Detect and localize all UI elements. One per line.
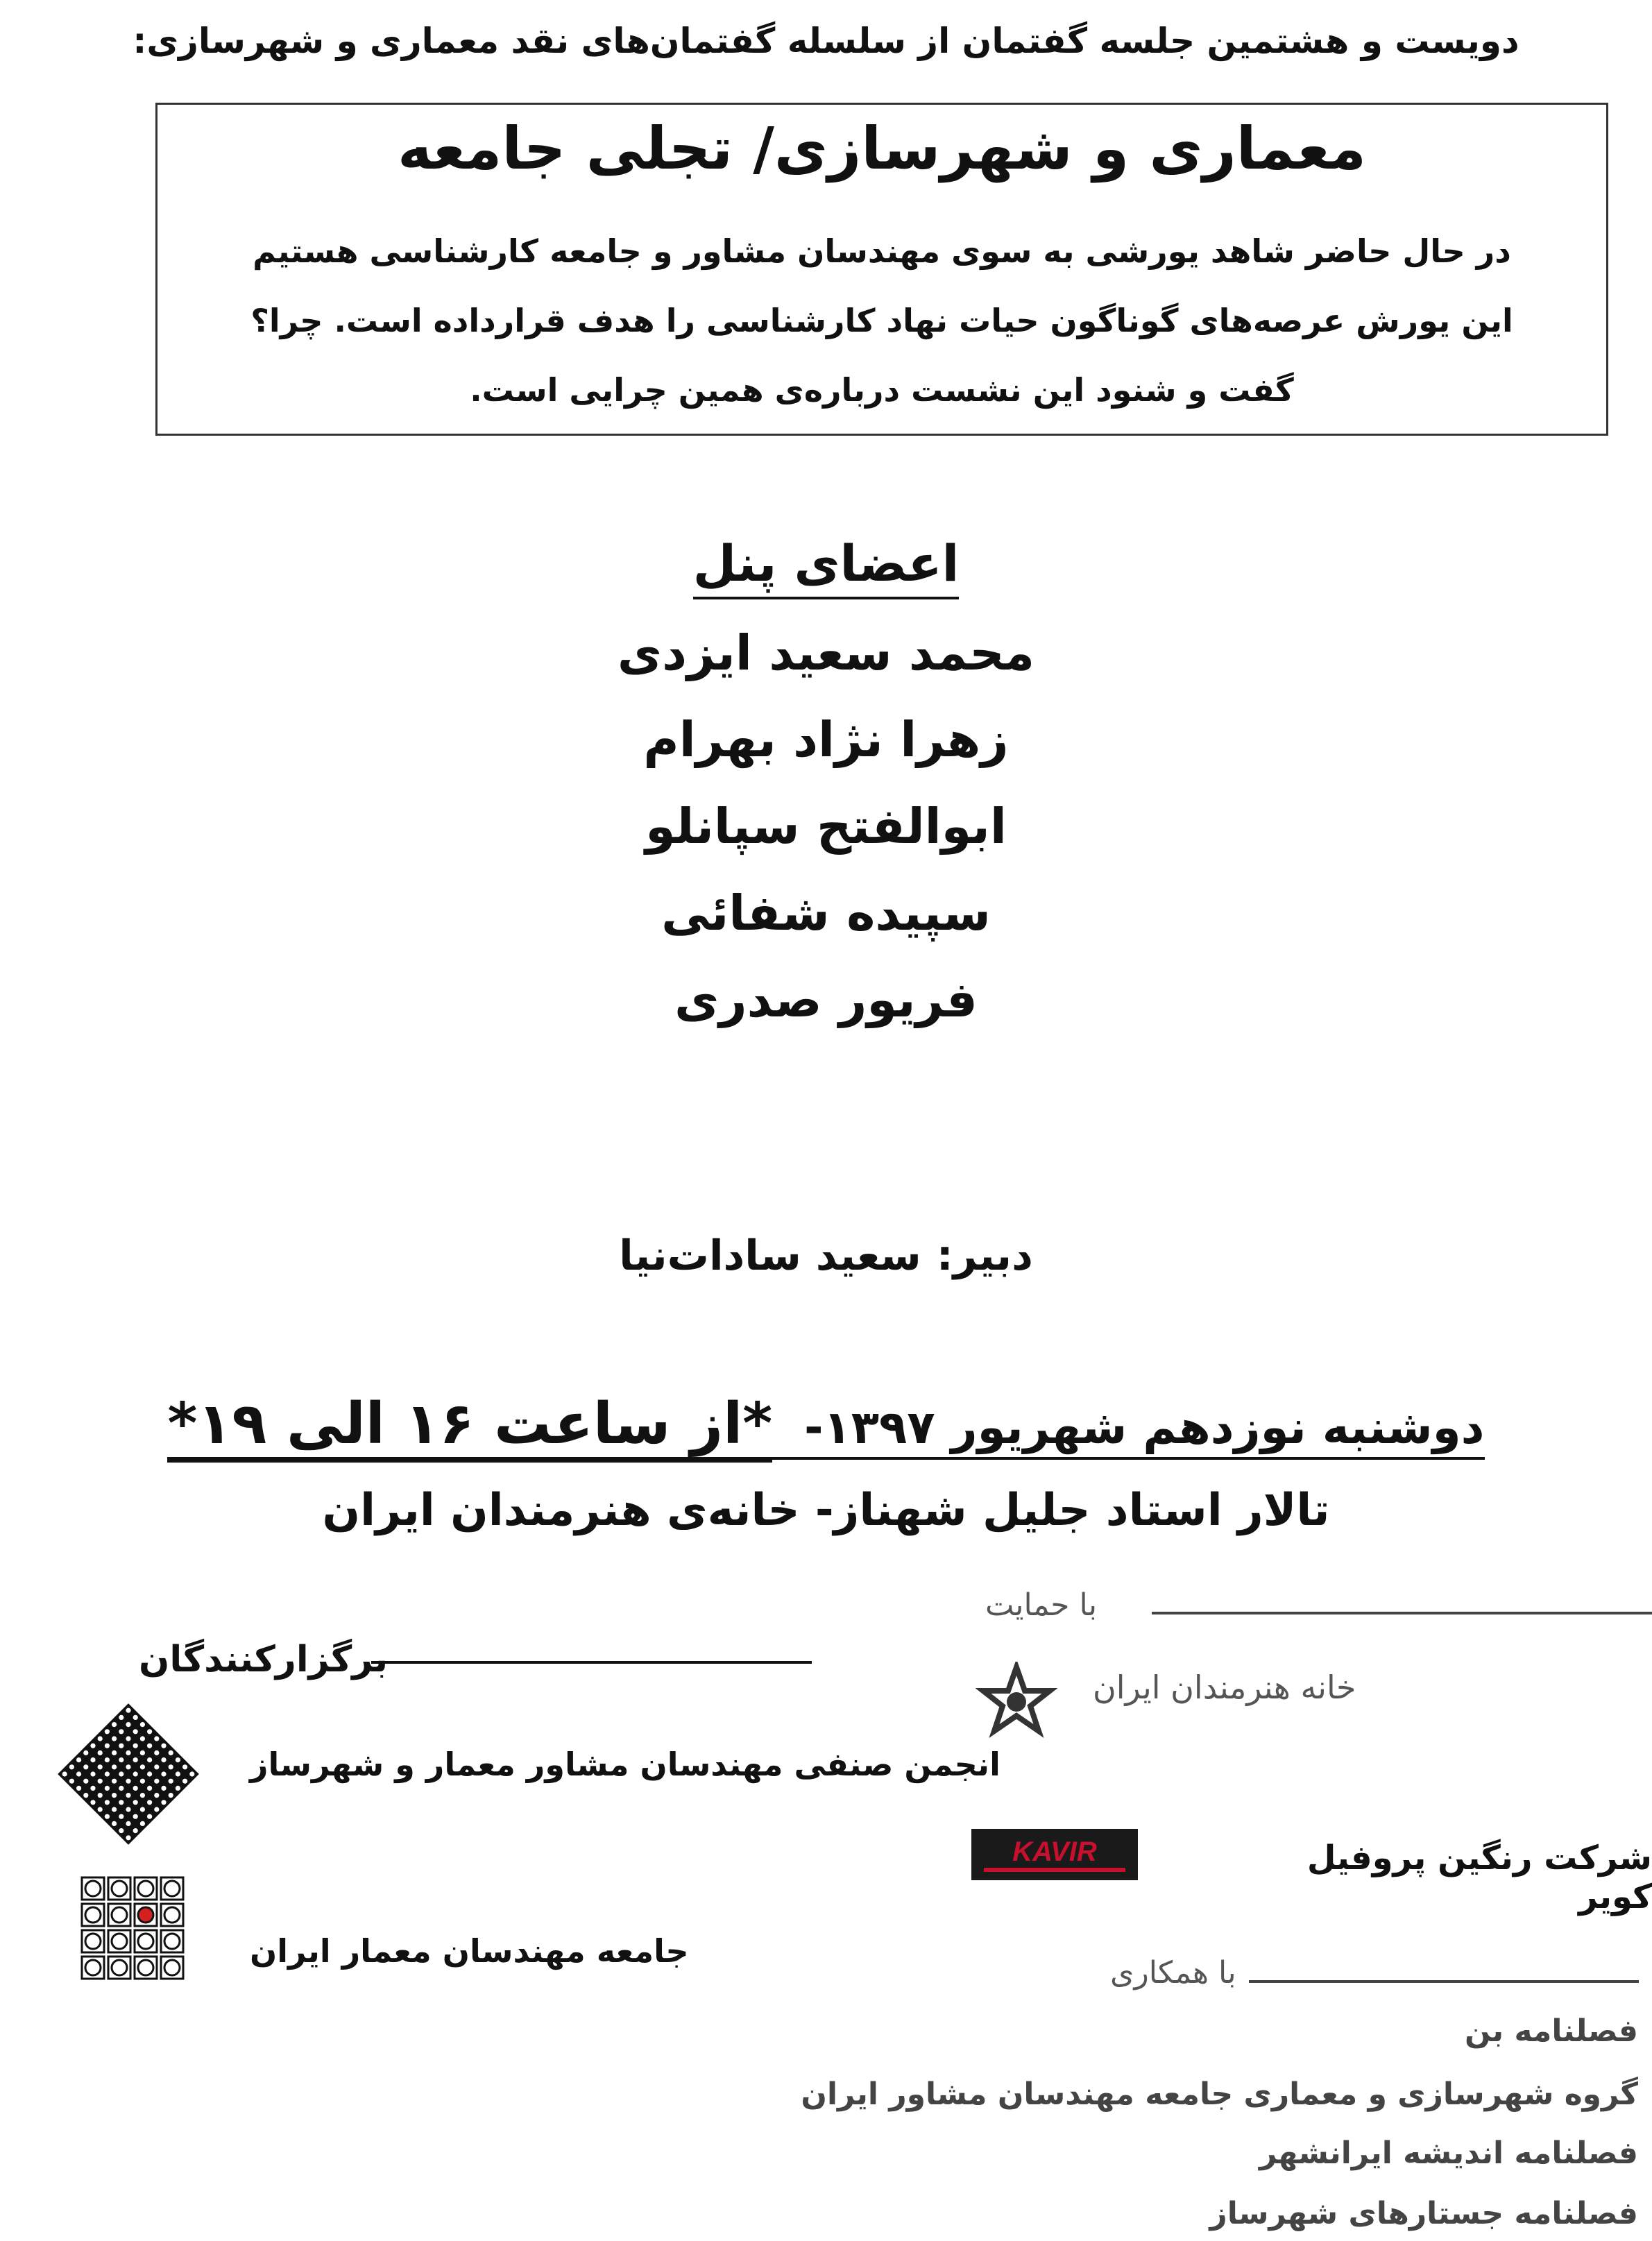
logo-circle — [164, 1934, 180, 1949]
event-venue: تالار استاد جلیل شهناز- خانه‌ی هنرمندان ایران — [322, 1485, 1330, 1536]
logo-dot — [182, 1779, 187, 1784]
logo-dot — [98, 1793, 103, 1798]
moderator — [0, 1232, 1652, 1280]
logo-dot — [119, 1814, 124, 1819]
logo-dot — [140, 1793, 145, 1798]
logo-dot — [90, 1800, 95, 1805]
logo-dot — [112, 1764, 117, 1769]
moderator-name: سعید سادات‌نیا — [619, 1232, 921, 1280]
logo-dot — [119, 1729, 124, 1734]
time-part: *از ساعت ۱۶ الی ۱۹* — [167, 1391, 772, 1463]
logo-dot — [140, 1764, 145, 1769]
logo-dot — [76, 1757, 81, 1762]
logo-circle — [85, 1960, 101, 1975]
cooperation-label: با همکاری — [1110, 1955, 1236, 1991]
logo-dot — [105, 1744, 110, 1748]
intro-line: این یورش عرصه‌های گوناگون حیات نهاد کارشناسی را هدف قرارداده است. چرا؟ — [250, 302, 1513, 339]
logo-dot — [147, 1757, 152, 1762]
logo-dot — [83, 1764, 88, 1769]
logo-dot — [126, 1708, 130, 1713]
logo-dot — [133, 1800, 138, 1805]
kavir-logo-icon — [971, 1829, 1138, 1880]
logo-dot — [112, 1793, 117, 1798]
logo-dot — [140, 1750, 145, 1755]
logo-dot — [133, 1744, 138, 1748]
moderator-label: دبیر: — [936, 1232, 1033, 1280]
logo-dot — [119, 1757, 124, 1762]
logo-dot — [176, 1786, 180, 1791]
cooperation-item: فصلنامه اندیشه ایرانشهر — [1259, 2136, 1638, 2171]
logo-circle — [112, 1934, 127, 1949]
organizer-name: جامعه مهندسان معمار ایران — [250, 1932, 689, 1970]
cooperation-divider — [1249, 1980, 1639, 1983]
logo-circle — [164, 1960, 180, 1975]
logo-dot — [119, 1744, 124, 1748]
logo-dot — [98, 1779, 103, 1784]
panel-member: زهرا نژاد بهرام — [643, 711, 1009, 768]
support-org: خانه هنرمندان ایران — [1093, 1669, 1356, 1706]
organizers-divider — [371, 1661, 812, 1664]
logo-circle — [138, 1881, 153, 1896]
circle-grid-logo-icon — [78, 1873, 189, 1984]
logo-dot — [126, 1821, 130, 1826]
logo-dot — [119, 1786, 124, 1791]
logo-circle — [164, 1907, 180, 1923]
panel-member: محمد سعید ایزدی — [617, 624, 1035, 681]
logo-dot — [182, 1764, 187, 1769]
logo-dot — [69, 1779, 74, 1784]
logo-circle — [112, 1907, 127, 1923]
event-date-text — [167, 1391, 1485, 1460]
logo-dot — [147, 1814, 152, 1819]
logo-dot — [133, 1715, 138, 1720]
cooperation-item: فصلنامه بن — [1465, 2013, 1638, 2049]
logo-dot — [133, 1771, 138, 1776]
logo-dot — [119, 1828, 124, 1833]
logo-dot — [83, 1779, 88, 1784]
intro-line: گفت و شنود این نشست درباره‌ی همین چرایی است. — [470, 371, 1294, 409]
logo-dot — [90, 1744, 95, 1748]
logo-dot — [119, 1715, 124, 1720]
logo-dot — [176, 1757, 180, 1762]
logo-dot — [112, 1821, 117, 1826]
panel-heading — [0, 534, 1652, 593]
logo-dot — [126, 1793, 130, 1798]
logo-dot — [140, 1722, 145, 1727]
logo-dot — [76, 1771, 81, 1776]
logo-circle — [112, 1960, 127, 1975]
logo-dot — [133, 1786, 138, 1791]
logo-dot — [154, 1750, 159, 1755]
logo-dot — [119, 1771, 124, 1776]
logo-dot — [126, 1764, 130, 1769]
panel-member: فریور صدری — [674, 971, 978, 1028]
cooperation-item: گروه شهرسازی و معماری جامعه مهندسان مشاور ایران — [801, 2077, 1638, 2112]
logo-dot — [112, 1736, 117, 1741]
logo-dot — [98, 1750, 103, 1755]
logo-dot — [161, 1744, 166, 1748]
sponsor-name: شرکت رنگین پروفیل کویر — [1306, 1839, 1652, 1916]
logo-dot — [161, 1786, 166, 1791]
logo-dot — [105, 1814, 110, 1819]
support-label: با حمایت — [985, 1587, 1098, 1623]
logo-dot — [126, 1722, 130, 1727]
organizer-name: انجمن صنفی مهندسان مشاور معمار و شهرساز — [250, 1746, 1000, 1783]
panel-member: سپیده شفائی — [661, 885, 991, 941]
logo-dot — [119, 1800, 124, 1805]
logo-dot — [140, 1807, 145, 1812]
logo-dot — [98, 1764, 103, 1769]
logo-circle — [85, 1881, 101, 1896]
logo-dot — [161, 1800, 166, 1805]
logo-dot — [147, 1800, 152, 1805]
logo-dot — [133, 1729, 138, 1734]
logo-dot — [140, 1821, 145, 1826]
logo-dot — [140, 1779, 145, 1784]
main-title: معماری و شهرسازی/ تجلی جامعه — [397, 114, 1367, 182]
logo-dot — [169, 1779, 173, 1784]
logo-dot — [105, 1729, 110, 1734]
logo-dot — [147, 1729, 152, 1734]
logo-circle — [138, 1934, 153, 1949]
logo-dot — [126, 1750, 130, 1755]
panel-heading-text: اعضای پنل — [693, 534, 960, 599]
logo-dot — [154, 1807, 159, 1812]
series-title: دویست و هشتمین جلسه گفتمان از سلسله گفتمان‌های نقد معماری و شهرسازی: — [133, 21, 1519, 61]
logo-dot — [112, 1722, 117, 1727]
logo-dot — [69, 1764, 74, 1769]
date-part: دوشنبه نوزدهم شهریور ۱۳۹۷- — [804, 1401, 1484, 1460]
logo-dot — [98, 1736, 103, 1741]
diamond-grid-logo-icon — [56, 1701, 201, 1847]
logo-circle — [85, 1934, 101, 1949]
logo-dot — [161, 1757, 166, 1762]
logo-dot — [147, 1744, 152, 1748]
logo-dot — [154, 1736, 159, 1741]
logo-dot — [83, 1750, 88, 1755]
logo-dot — [169, 1793, 173, 1798]
logo-circle — [164, 1881, 180, 1896]
cooperation-item: فصلنامه جستارهای شهرساز — [1209, 2196, 1638, 2231]
logo-dot — [147, 1786, 152, 1791]
logo-dot — [133, 1814, 138, 1819]
logo-dot — [76, 1786, 81, 1791]
logo-dot — [105, 1786, 110, 1791]
logo-dot — [140, 1736, 145, 1741]
panel-member: ابوالفتح سپانلو — [645, 798, 1007, 855]
logo-dot — [189, 1771, 194, 1776]
logo-dot — [154, 1779, 159, 1784]
logo-dot — [154, 1764, 159, 1769]
logo-dot — [83, 1793, 88, 1798]
organizers-label: برگزارکنندگان — [139, 1639, 389, 1680]
logo-dot — [169, 1764, 173, 1769]
logo-dot — [90, 1771, 95, 1776]
logo-dot — [126, 1736, 130, 1741]
logo-circle — [85, 1907, 101, 1923]
logo-circle — [112, 1881, 127, 1896]
logo-dot — [112, 1807, 117, 1812]
logo-dot — [133, 1828, 138, 1833]
logo-dot — [126, 1779, 130, 1784]
artists-house-logo-icon — [975, 1662, 1058, 1745]
logo-circle — [138, 1960, 153, 1975]
logo-dot — [133, 1757, 138, 1762]
event-date — [0, 1391, 1652, 1457]
kavir-logo-text: KAVIR — [1012, 1837, 1097, 1867]
logo-dot — [90, 1786, 95, 1791]
support-divider — [1152, 1612, 1652, 1614]
logo-dot — [176, 1771, 180, 1776]
logo-dot — [112, 1779, 117, 1784]
logo-dot — [105, 1800, 110, 1805]
logo-dot — [90, 1757, 95, 1762]
logo-dot — [161, 1771, 166, 1776]
logo-dot — [112, 1750, 117, 1755]
logo-dot — [147, 1771, 152, 1776]
logo-dot — [105, 1757, 110, 1762]
logo-dot — [154, 1793, 159, 1798]
logo-dot — [169, 1750, 173, 1755]
logo-dot — [105, 1771, 110, 1776]
logo-circle — [138, 1907, 153, 1923]
logo-dot — [126, 1807, 130, 1812]
logo-dot — [126, 1835, 130, 1840]
logo-dot — [98, 1807, 103, 1812]
intro-line: در حال حاضر شاهد یورشی به سوی مهندسان مشاور و جامعه کارشناسی هستیم — [253, 232, 1511, 270]
logo-dot — [62, 1771, 67, 1776]
